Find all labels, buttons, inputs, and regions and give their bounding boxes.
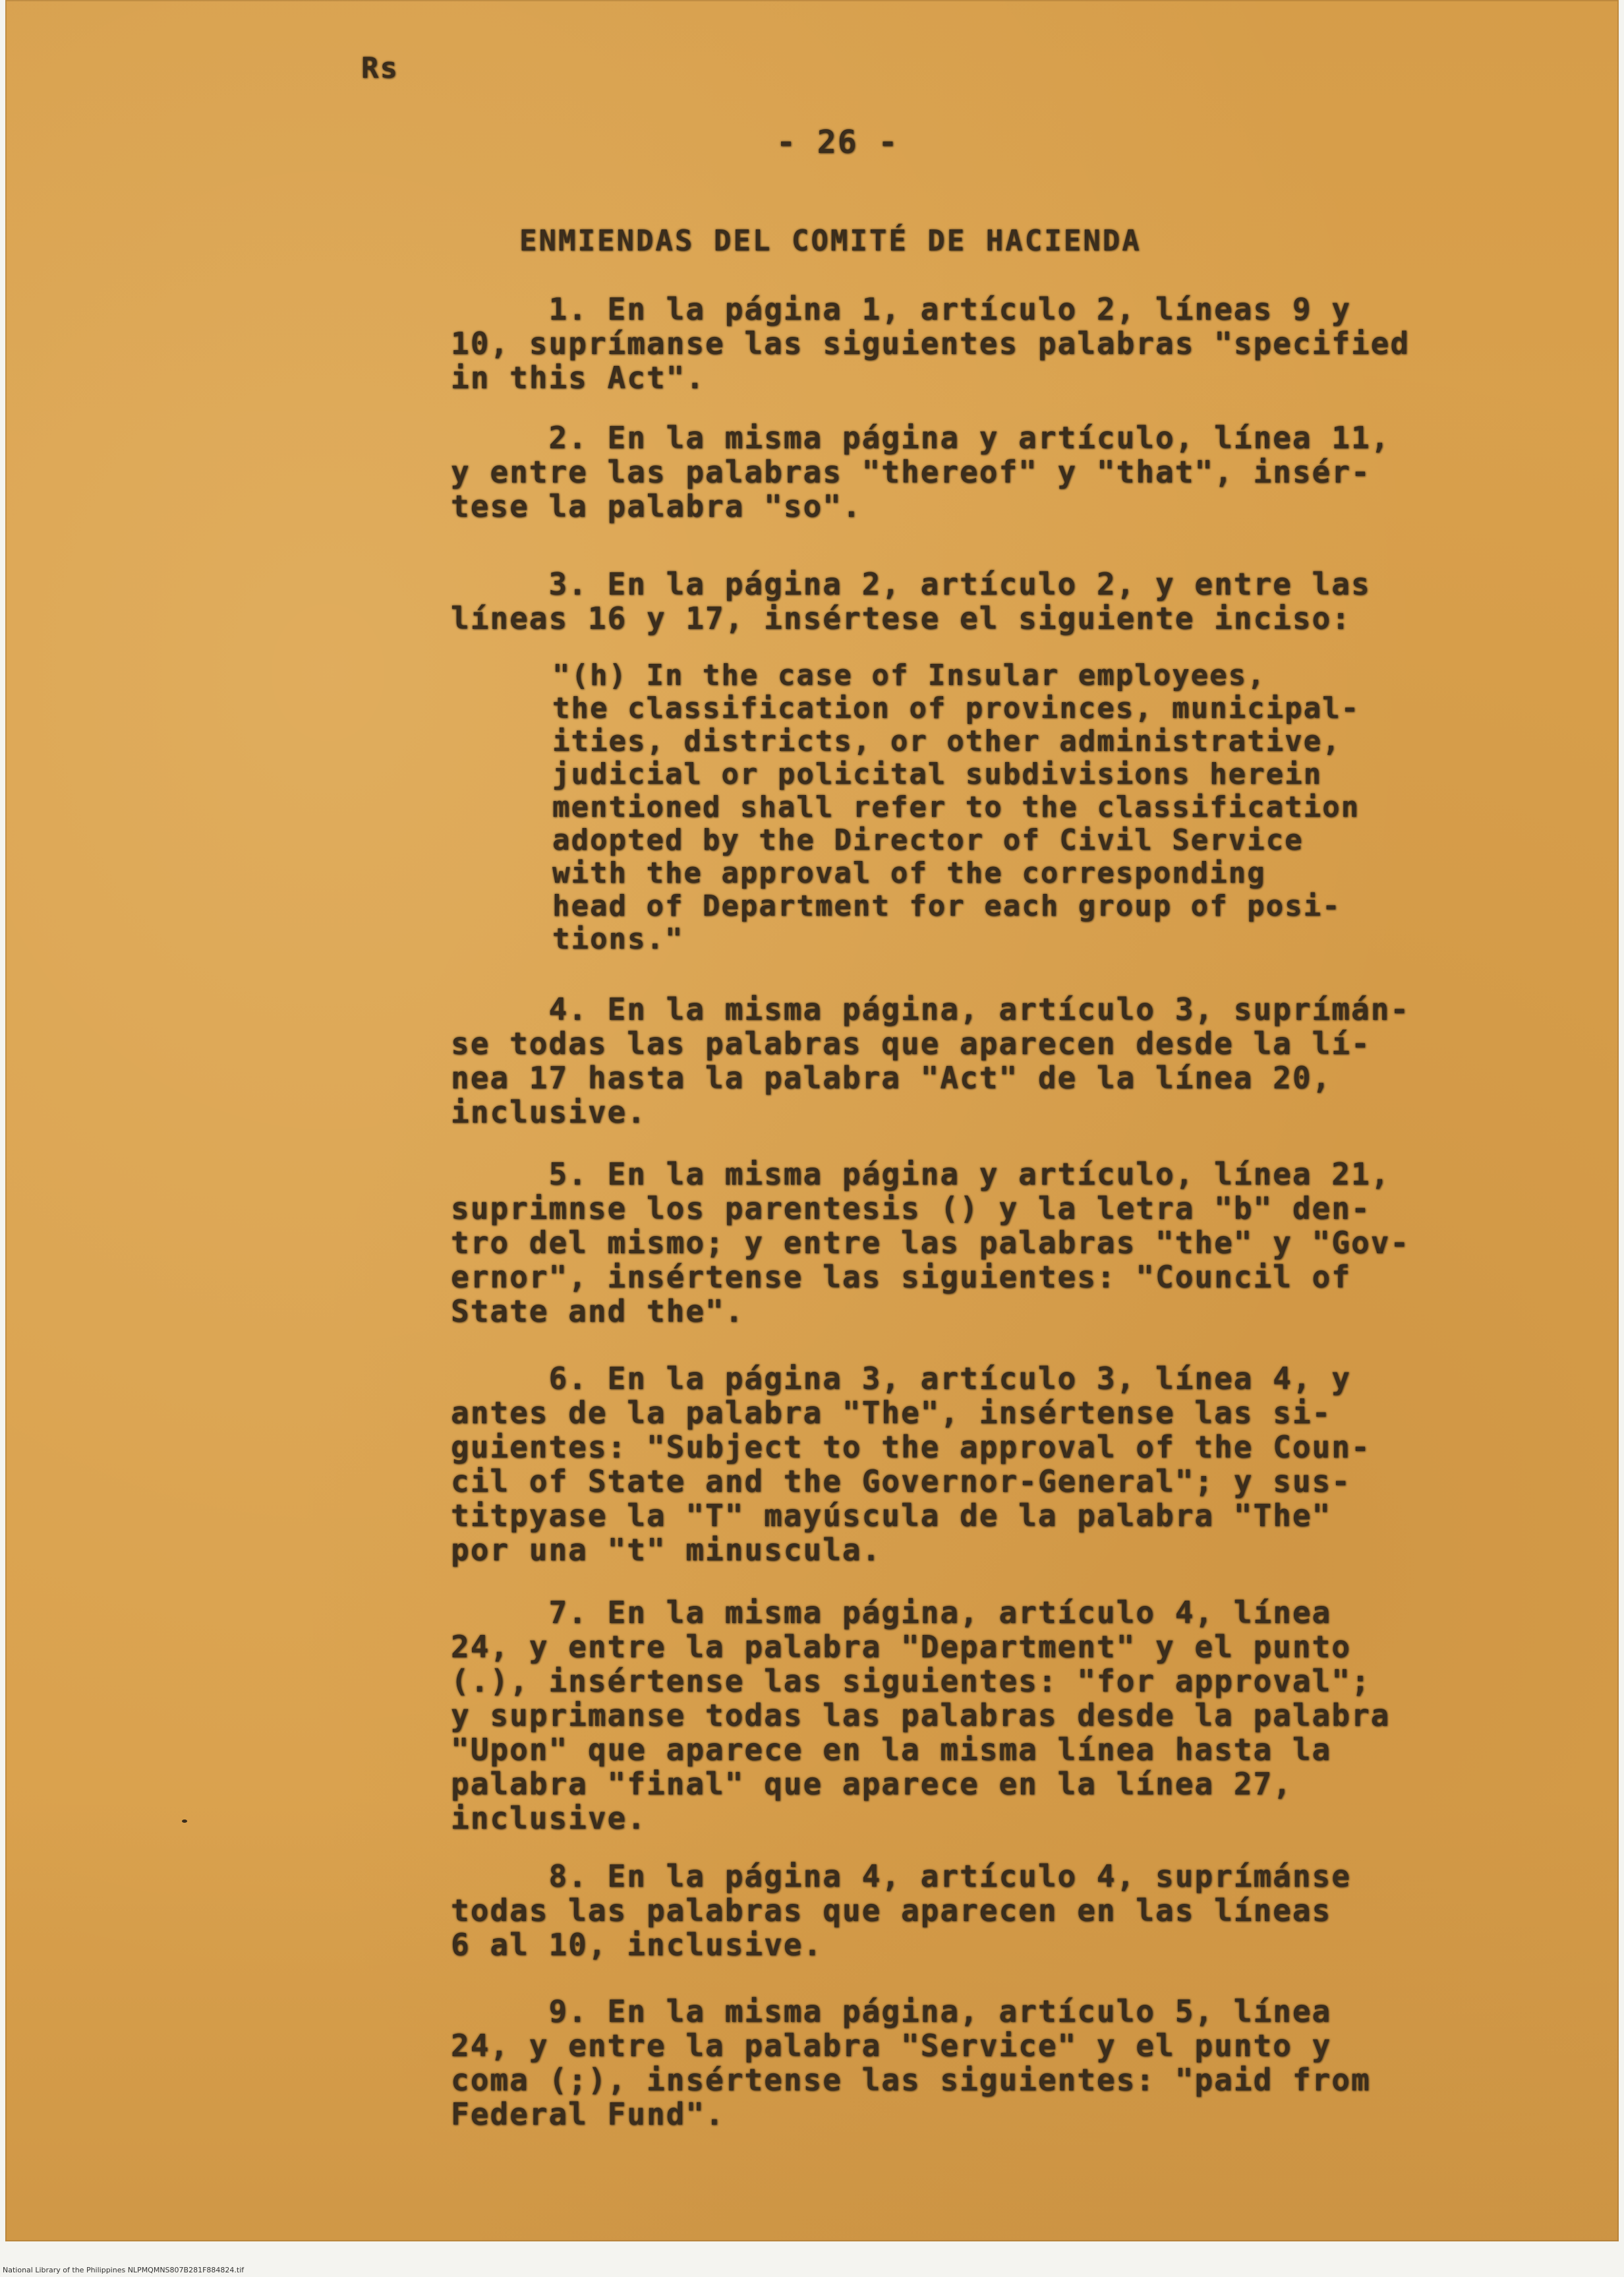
amendment-9: 9. En la misma página, artículo 5, línea 24, y entre la palabra "Service" y el punto y coma (;), insértense las siguientes: "paid from Federal Fund". xyxy=(451,1994,1371,2132)
page-number: - 26 - xyxy=(776,124,899,161)
ink-speck xyxy=(182,1819,187,1823)
amendment-6: 6. En la página 3, artículo 3, línea 4, y antes de la palabra "The", insértense las si- guientes: "Subject to the approval of the Coun- cil of State and the Governor-General"; y sus- titpyase la "T" mayúscula de la palabra "The" por una "t" minuscula. xyxy=(451,1361,1371,1568)
amendment-8: 8. En la página 4, artículo 4, suprímánse todas las palabras que aparecen en las líneas 6 al 10, inclusive. xyxy=(451,1858,1351,1963)
document-heading: ENMIENDAS DEL COMITÉ DE HACIENDA xyxy=(519,224,1142,258)
archive-footer: National Library of the Philippines NLPMQMNS807B281F884824.tif xyxy=(3,2266,245,2274)
amendment-1: 1. En la página 1, artículo 2, líneas 9 y 10, suprímanse las siguientes palabras "specified in this Act". xyxy=(451,291,1410,396)
amendment-2: 2. En la misma página y artículo, línea 11, y entre las palabras "thereof" y "that", insér- tese la palabra "so". xyxy=(451,420,1391,524)
typist-initials: Rs xyxy=(361,51,399,85)
document-page xyxy=(5,0,1619,2241)
amendment-3: 3. En la página 2, artículo 2, y entre las líneas 16 y 17, insértese el siguiente inciso: xyxy=(451,566,1371,636)
amendment-5: 5. En la misma página y artículo, línea 21, suprimnse los parentesis () y la letra "b" den- tro del mismo; y entre las palabras "the" y "Gov- ernor", insértense las siguientes: "Council of State and the". xyxy=(451,1156,1410,1329)
amendment-4: 4. En la misma página, artículo 3, suprímán- se todas las palabras que aparecen desde la lí- nea 17 hasta la palabra "Act" de la línea 20, inclusive. xyxy=(451,991,1410,1130)
amendment-3-inserted-clause: "(h) In the case of Insular employees, the classification of provinces, municipal- ities, districts, or other administrative, judicial or policital subdivisions herein mentioned shall refer to the classification adopted by the Director of Civil Service with the approval of the corresponding head of Department for each group of posi- tions." xyxy=(552,659,1360,956)
amendment-7: 7. En la misma página, artículo 4, línea 24, y entre la palabra "Department" y el punto (.), insértense las siguientes: "for approval"; y suprimanse todas las palabras desde la palabra "Upon" que aparece en la misma línea hasta la palabra "final" que aparece en la línea 27, inclusive. xyxy=(451,1595,1391,1836)
